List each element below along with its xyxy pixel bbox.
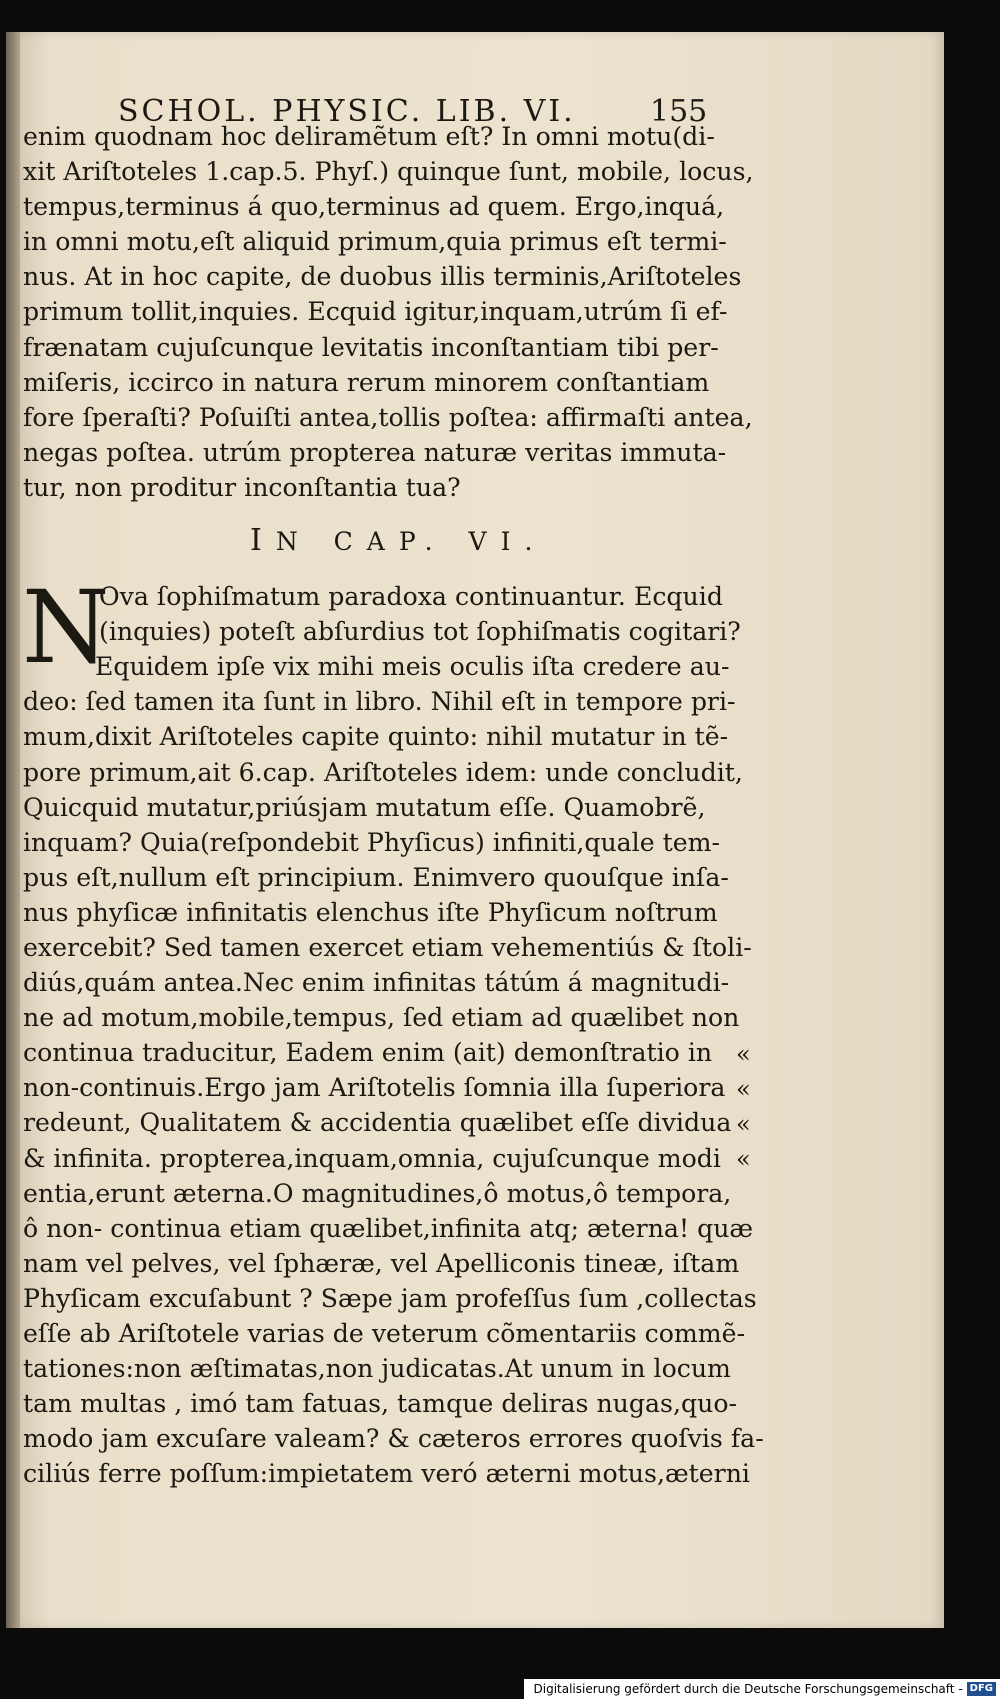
- text-line: xit Ariſtoteles 1.cap.5. Phyſ.) quinque ſunt, mobile, locus,: [23, 157, 754, 187]
- text-line: nam vel pelves, vel ſphæræ, vel Apelliconis tineæ, iſtam: [23, 1248, 740, 1278]
- text-line: primum tollit,inquies. Ecquid igitur,inquam,utrúm ſi ef-: [23, 297, 728, 327]
- section-2-text: [18, 569, 764, 1491]
- text-line: ciliús ferre poſſum:impietatem veró æterni motus,æterni: [23, 1459, 750, 1489]
- text-line: redeunt, Qualitatem & accidentia quælibet eſſe dividua: [23, 1108, 732, 1138]
- running-head: [18, 62, 708, 129]
- text-line: tempus,terminus á quo,terminus ad quem. Ergo,inquá,: [23, 192, 725, 222]
- text-line: nus. At in hoc capite, de duobus illis terminis,Ariſtoteles: [23, 262, 742, 292]
- text-line: inquam? Quia(reſpondebit Phyſicus) infiniti,quale tem-: [23, 827, 721, 857]
- text-line: frænatam cujuſcunque levitatis inconſtantiam tibi per-: [23, 332, 719, 362]
- text-line: negas poſtea. utrúm propterea naturæ veritas immuta-: [23, 437, 727, 467]
- margin-quote-marks: [736, 1037, 766, 1177]
- text-line: modo jam excuſare valeam? & cæteros errores quoſvis fa-: [23, 1424, 764, 1454]
- text-line: in omni motu,eſt aliquid primum,quia primus eſt termi-: [23, 227, 727, 257]
- text-line: nus phyſicæ infinitatis elenchus iſte Phyſicum noſtrum: [23, 897, 718, 927]
- book-page: [6, 32, 944, 1628]
- text-block: [18, 62, 764, 1491]
- chapter-heading-text: N CAP. VI.: [275, 527, 547, 557]
- footer-credit-text: Digitalisierung gefördert durch die Deutsche Forschungsgemeinschaft -: [533, 1682, 963, 1696]
- margin-quote-mark: «: [736, 1075, 751, 1104]
- text-line: non-continuis.Ergo jam Ariſtotelis ſomnia illa ſuperiora: [23, 1073, 726, 1103]
- text-line: continua traducitur, Eadem enim (ait) demonſtratio in: [23, 1038, 713, 1068]
- text-line: deo: ſed tamen ita ſunt in libro. Nihil eſt in tempore pri-: [23, 687, 736, 717]
- text-line: fore ſperaſti? Poſuiſti antea,tollis poſtea: affirmaſti antea,: [23, 402, 753, 432]
- text-line: diús,quám antea.Nec enim infinitas tátúm á magnitudi-: [23, 968, 730, 998]
- margin-quote-mark: «: [736, 1040, 751, 1069]
- text-line: miſeris, iccirco in natura rerum minorem conſtantiam: [23, 367, 710, 397]
- text-line: Quicquid mutatur,priúsjam mutatum eſſe. Quamobrẽ,: [23, 792, 706, 822]
- text-line: tationes:non æſtimatas,non judicatas.At unum in locum: [23, 1354, 731, 1384]
- section-1-text: [18, 119, 754, 505]
- text-line: ô non- continua etiam quælibet,infinita atq; æterna! quæ: [23, 1213, 754, 1243]
- text-line: pus eſt,nullum eſt principium. Enimvero quouſque inſa-: [23, 862, 729, 892]
- chapter-heading-initial: I: [250, 523, 276, 559]
- text-line: entia,erunt æterna.O magnitudines,ô motus,ô tempora,: [23, 1178, 732, 1208]
- chapter-heading: [18, 523, 708, 563]
- page-number: 155: [650, 94, 708, 129]
- text-line: Ova ſophiſmatum paradoxa continuantur. Ecquid: [99, 582, 723, 612]
- text-line: pore primum,ait 6.cap. Ariſtoteles idem: unde concludit,: [23, 757, 743, 787]
- text-line: Phyſicam excuſabunt ? Sæpe jam profeſſus ſum ,collectas: [23, 1283, 757, 1313]
- margin-quote-mark: «: [736, 1110, 751, 1139]
- drop-cap: N: [22, 569, 110, 687]
- text-line: tam multas , imó tam fatuas, tamque deliras nugas,quo-: [23, 1389, 737, 1419]
- margin-quote-mark: «: [736, 1145, 751, 1174]
- text-line: (inquies) poteſt abſurdius tot ſophiſmatis cogitari?: [99, 617, 741, 647]
- dfg-logo-icon: DFG: [967, 1682, 996, 1696]
- text-line: eſſe ab Ariſtotele varias de veterum cõmentariis commẽ-: [23, 1319, 746, 1348]
- text-line: Equidem ipſe vix mihi meis oculis iſta credere au-: [95, 652, 730, 682]
- digitization-footer: [524, 1679, 1000, 1699]
- text-line: & infinita. propterea,inquam,omnia, cujuſcunque modi: [23, 1143, 721, 1173]
- running-head-title: SCHOL. PHYSIC. LIB. VI.: [118, 94, 576, 129]
- text-line: enim quodnam hoc deliramẽtum eſt? In omni motu(di-: [23, 122, 715, 151]
- text-line: tur, non proditur inconſtantia tua?: [23, 472, 461, 502]
- text-line: mum,dixit Ariſtoteles capite quinto: nihil mutatur in tẽ-: [23, 722, 729, 752]
- text-line: exercebit? Sed tamen exercet etiam vehementiús & ſtoli-: [23, 932, 752, 962]
- text-line: ne ad motum,mobile,tempus, ſed etiam ad quælibet non: [23, 1003, 740, 1033]
